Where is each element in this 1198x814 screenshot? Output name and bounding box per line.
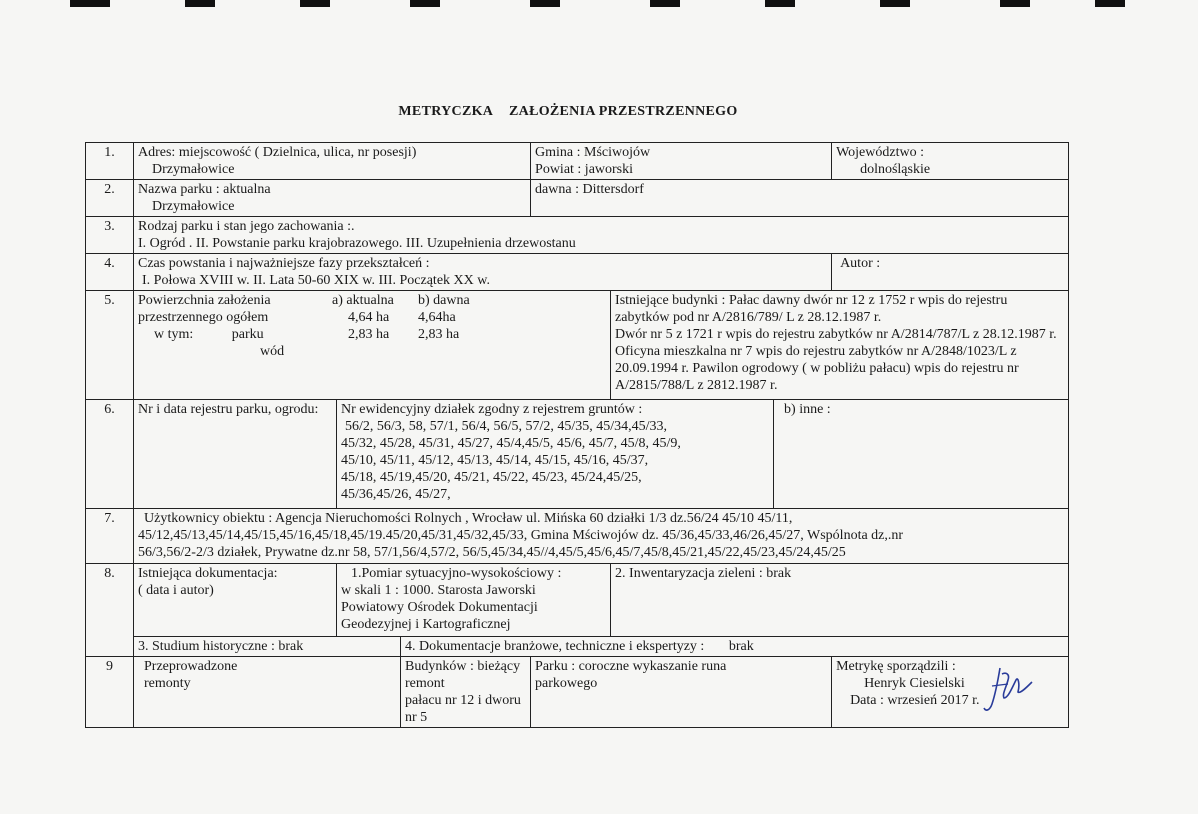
row-number: 7. — [86, 509, 134, 564]
row-number: 4. — [86, 254, 134, 291]
renovations-label: Przeprowadzone — [144, 659, 238, 674]
buildings-line: 20.09.1994 r. Pawilon ogrodowy ( w pobliżu pałacu) wpis do rejestru nr — [615, 361, 1019, 376]
buildings-line: A/2815/788/L z 2812.1987 r. — [615, 378, 778, 393]
document-title — [0, 104, 1136, 120]
other-cell — [774, 400, 1069, 509]
row-7 — [86, 509, 1069, 564]
documentation-label: Istniejąca dokumentacja: — [138, 566, 278, 581]
survey-line: 1.Pomiar sytuacyjno-wysokościowy : — [351, 566, 562, 581]
buildings-line: Dwór nr 5 z 1721 r wpis do rejestru zabytków nr A/2814/787/L z 28.12.1987 r. — [615, 327, 1057, 342]
area-title: Powierzchnia założenia — [138, 293, 271, 308]
row-number: 2. — [86, 180, 134, 217]
metryczka-table — [85, 142, 1069, 728]
survey-cell — [337, 564, 611, 637]
park-type-label: Rodzaj parku i stan jego zachowania :. — [138, 219, 355, 234]
buildings-renovation-cell — [401, 657, 531, 728]
plots-cell — [337, 400, 774, 509]
other-label: b) inne : — [784, 402, 831, 417]
area-total-label: przestrzennego ogółem — [138, 310, 269, 325]
prepared-by-date: Data : wrzesień 2017 r. — [850, 693, 980, 708]
row-number: 8. — [86, 564, 134, 657]
author-cell — [832, 254, 1069, 291]
row-2 — [86, 180, 1069, 217]
plots-label: Nr ewidencyjny działek zgodny z rejestrem gruntów : — [341, 402, 643, 417]
buildings-line: zabytków pod nr A/2816/789/ L z 28.12.1987 r. — [615, 310, 882, 325]
row-number: 6. — [86, 400, 134, 509]
users-line: 56/3,56/2-2/3 działek, Prywatne dz.nr 58, 57/1,56/4,57/2, 56/5,45/34,45//4,45/5,45/6,45/7,45/8,45/21,45/22,45/23,45/24,45/25 — [138, 545, 846, 560]
plots-line: 56/2, 56/3, 58, 57/1, 56/4, 56/5, 57/2, 45/35, 45/34,45/33, — [345, 419, 668, 434]
row-number: 1. — [86, 143, 134, 180]
row-9 — [86, 657, 1069, 728]
row-8-sub — [86, 637, 1069, 657]
row-4 — [86, 254, 1069, 291]
renovations-label-2: remonty — [144, 676, 191, 691]
park-name-label: Nazwa parku : aktualna — [138, 182, 271, 197]
prepared-by-author: Henryk Ciesielski — [864, 676, 965, 691]
renovations-cell — [134, 657, 401, 728]
park-renovation-line: parkowego — [535, 676, 598, 691]
inventory-text: 2. Inwentaryzacja zieleni : brak — [615, 566, 792, 581]
users-line: 45/12,45/13,45/14,45/15,45/16,45/18,45/19.45/20,45/31,45/32,45/33, Gmina Mściwojów dz. 45/36,45/33,46/26,45/27, Wspólnota dz,.nr — [138, 528, 904, 543]
buildings-renovation-line: Budynków : bieżący remont — [405, 659, 521, 691]
area-water-label: wód — [260, 344, 285, 359]
technical-docs-cell — [401, 637, 1069, 657]
address-cell — [134, 143, 531, 180]
area-park-a: 2,83 ha — [348, 327, 390, 342]
buildings-cell — [611, 291, 1069, 400]
inventory-cell — [611, 564, 1069, 637]
gmina-cell — [531, 143, 832, 180]
register-cell — [134, 400, 337, 509]
area-col-a: a) aktualna — [332, 293, 394, 308]
plots-line: 45/32, 45/28, 45/31, 45/27, 45/4,45/5, 45/6, 45/7, 45/8, 45/9, — [341, 436, 681, 451]
area-park-label: w tym: parku — [154, 327, 264, 342]
documentation-sub: ( data i autor) — [138, 583, 214, 598]
plots-line: 45/36,45/26, 45/27, — [341, 487, 451, 502]
park-renovation-line: Parku : coroczne wykaszanie runa — [535, 659, 727, 674]
phases-value: I. Połowa XVIII w. II. Lata 50-60 XIX w. III. Początek XX w. — [142, 273, 490, 288]
historical-study-cell — [134, 637, 401, 657]
handwritten-signature — [978, 664, 1036, 716]
row-5 — [86, 291, 1069, 400]
park-type-value: I. Ogród . II. Powstanie parku krajobrazowego. III. Uzupełnienia drzewostanu — [138, 236, 576, 251]
title-part2: ZAŁOŻENIA PRZESTRZENNEGO — [509, 104, 738, 119]
plots-line: 45/10, 45/11, 45/12, 45/13, 45/14, 45/15, 45/16, 45/37, — [341, 453, 649, 468]
address-label: Adres: miejscowość ( Dzielnica, ulica, nr posesji) — [138, 145, 417, 160]
row-number: 5. — [86, 291, 134, 400]
area-grid — [138, 292, 606, 360]
scan-edge-marks — [0, 0, 1198, 8]
row-1 — [86, 143, 1069, 180]
park-renovation-cell — [531, 657, 832, 728]
row-3 — [86, 217, 1069, 254]
gmina-text: Gmina : Mściwojów — [535, 145, 651, 160]
documentation-cell — [134, 564, 337, 637]
area-col-b: b) dawna — [418, 293, 470, 308]
prepared-by-label: Metrykę sporządzili : — [836, 659, 956, 674]
users-cell — [134, 509, 1069, 564]
powiat-text: Powiat : jaworski — [535, 162, 634, 177]
row-number: 9 — [86, 657, 134, 728]
row-number: 3. — [86, 217, 134, 254]
area-park-b: 2,83 ha — [418, 327, 460, 342]
title-part1: METRYCZKA — [398, 104, 494, 119]
technical-docs-text: 4. Dokumentacje branżowe, techniczne i ekspertyzy : brak — [405, 639, 754, 654]
park-type-cell — [134, 217, 1069, 254]
wojewodztwo-cell — [832, 143, 1069, 180]
phases-label: Czas powstania i najważniejsze fazy przekształceń : — [138, 256, 430, 271]
wojewodztwo-value: dolnośląskie — [860, 162, 931, 177]
row-8 — [86, 564, 1069, 637]
area-total-b: 4,64ha — [418, 310, 456, 325]
survey-line: Geodezyjnej i Kartograficznej — [341, 617, 511, 632]
address-value: Drzymałowice — [152, 162, 235, 177]
historical-study-text: 3. Studium historyczne : brak — [138, 639, 304, 654]
users-line: Użytkownicy obiektu : Agencja Nieruchomości Rolnych , Wrocław ul. Mińska 60 działki 1/3 dz.56/24 45/10 45/11, — [144, 511, 793, 526]
buildings-line: Istniejące budynki : Pałac dawny dwór nr 12 z 1752 r wpis do rejestru — [615, 293, 1008, 308]
former-name-cell — [531, 180, 1069, 217]
survey-line: Powiatowy Ośrodek Dokumentacji — [341, 600, 538, 615]
buildings-renovation-line: pałacu nr 12 i dworu nr 5 — [405, 693, 521, 725]
area-total-a: 4,64 ha — [348, 310, 390, 325]
wojewodztwo-label: Województwo : — [836, 145, 924, 160]
plots-line: 45/18, 45/19,45/20, 45/21, 45/22, 45/23, 45/24,45/25, — [341, 470, 642, 485]
park-name-value: Drzymałowice — [152, 199, 235, 214]
register-label: Nr i data rejestru parku, ogrodu: — [138, 402, 319, 417]
row-6 — [86, 400, 1069, 509]
author-label: Autor : — [840, 256, 881, 271]
survey-line: w skali 1 : 1000. Starosta Jaworski — [341, 583, 536, 598]
park-name-cell — [134, 180, 531, 217]
buildings-line: Oficyna mieszkalna nr 7 wpis do rejestru zabytków nr A/2848/1023/L z — [615, 344, 1017, 359]
area-cell — [134, 291, 611, 400]
phases-cell — [134, 254, 832, 291]
former-name-text: dawna : Dittersdorf — [535, 182, 644, 197]
